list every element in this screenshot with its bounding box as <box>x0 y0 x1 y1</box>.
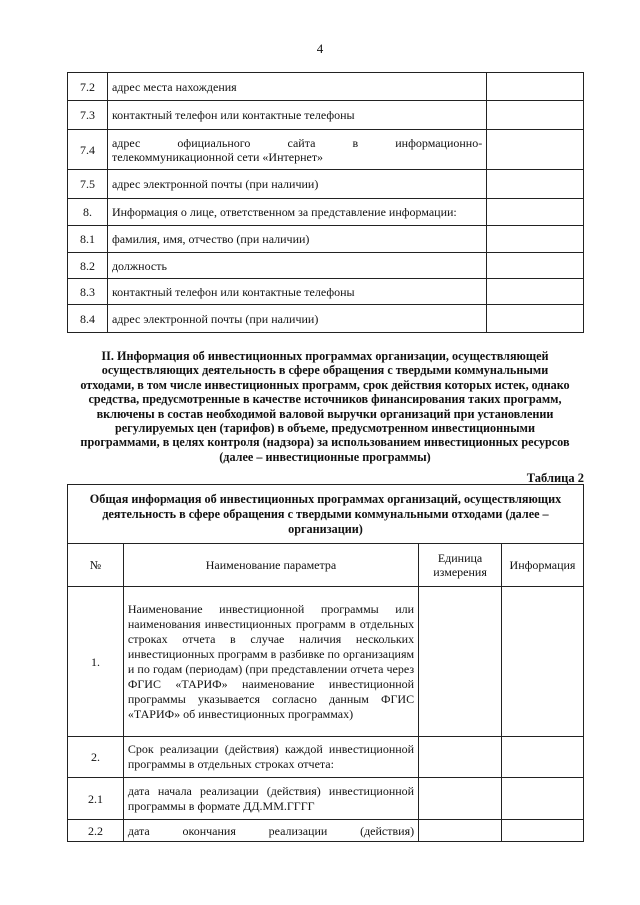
row-info <box>502 737 584 778</box>
header-info: Информация <box>502 544 584 587</box>
row-number: 1. <box>68 587 124 737</box>
row-parameter: контактный телефон или контактные телефоны <box>107 101 486 130</box>
row-number: 8.2 <box>68 253 108 279</box>
contact-info-table <box>67 72 584 333</box>
row-number: 8.1 <box>68 226 108 253</box>
row-info <box>487 130 584 170</box>
row-unit <box>419 820 502 842</box>
row-parameter-line: телекоммуникационной сети «Интернет» <box>111 149 324 164</box>
table-row <box>68 253 584 279</box>
row-number: 8.4 <box>68 305 108 333</box>
row-info <box>502 820 584 842</box>
table-row <box>68 737 584 778</box>
table-header-row <box>68 544 584 587</box>
table-row <box>68 170 584 199</box>
row-unit <box>419 587 502 737</box>
table-row <box>68 101 584 130</box>
table-row <box>68 279 584 305</box>
table-caption: Таблица 2 <box>526 471 584 485</box>
investment-programs-table <box>67 484 584 842</box>
row-info <box>487 279 584 305</box>
table-row <box>68 130 584 170</box>
row-number: 2.1 <box>68 778 124 820</box>
header-unit: Единица измерения <box>419 544 502 587</box>
table-row <box>68 199 584 226</box>
table-row <box>68 226 584 253</box>
row-number: 7.3 <box>68 101 108 130</box>
row-parameter: дата начала реализации (действия) инвестиционной программы в формате ДД.ММ.ГГГГ <box>123 778 418 820</box>
row-parameter: адрес электронной почты (при наличии) <box>107 305 486 333</box>
row-parameter: должность <box>107 253 486 279</box>
header-num: № <box>68 544 124 587</box>
row-parameter: контактный телефон или контактные телефоны <box>107 279 486 305</box>
row-unit <box>419 737 502 778</box>
page-number: 4 <box>316 41 324 56</box>
row-info <box>502 778 584 820</box>
table-row <box>68 778 584 820</box>
row-number: 7.4 <box>68 130 108 170</box>
row-info <box>502 587 584 737</box>
table-row <box>68 587 584 737</box>
row-unit <box>419 778 502 820</box>
row-info <box>487 305 584 333</box>
table-row <box>68 820 584 842</box>
row-parameter: Информация о лице, ответственном за представление информации: <box>107 199 486 226</box>
header-parameter: Наименование параметра <box>123 544 418 587</box>
row-parameter: Срок реализации (действия) каждой инвестиционной программы в отдельных строках отчета: <box>123 737 418 778</box>
row-number: 7.2 <box>68 73 108 101</box>
row-number: 8. <box>68 199 108 226</box>
table-title-row <box>68 485 584 544</box>
section-heading: II. Информация об инвестиционных программах организации, осуществляющей осуществляющих деятельность в сфере обращения с твердыми коммунальными отходами, в том числе инвестиционных программ, срок действия которых истек, однако средства, предусмотренные в качестве источников финансирования таких программ, включены в состав необходимой валовой выручки организаций при установлении регулируемых цен (тарифов) в объеме, предусмотренном инвестиционными программами, в целях контроля (надзора) за использованием инвестиционных ресурсов (далее – инвестиционные программы) <box>80 349 570 464</box>
row-number: 7.5 <box>68 170 108 199</box>
row-info <box>487 101 584 130</box>
row-parameter: фамилия, имя, отчество (при наличии) <box>107 226 486 253</box>
row-info <box>487 170 584 199</box>
row-number: 2.2 <box>68 820 124 842</box>
table-title: Общая информация об инвестиционных программах организаций, осуществляющих деятельность в сфере обращения с твердыми коммунальными отходами (далее – организации) <box>68 485 584 544</box>
row-number: 8.3 <box>68 279 108 305</box>
row-info <box>487 199 584 226</box>
row-info <box>487 73 584 101</box>
row-info <box>487 253 584 279</box>
row-parameter <box>107 130 486 170</box>
row-number: 2. <box>68 737 124 778</box>
row-parameter: адрес места нахождения <box>107 73 486 101</box>
table-row <box>68 305 584 333</box>
row-info <box>487 226 584 253</box>
row-parameter: адрес электронной почты (при наличии) <box>107 170 486 199</box>
row-parameter: Наименование инвестиционной программы или наименования инвестиционных программ в отдельных строках отчета в случае наличия нескольких инвестиционных программ в разбивке по организациям и по годам (периодам) (при представлении отчета через ФГИС «ТАРИФ» наименование инвестиционной программы указывается согласно данным ФГИС «ТАРИФ» об инвестиционных программах) <box>123 587 418 737</box>
row-parameter: дата окончания реализации (действия) <box>123 820 418 842</box>
row-parameter-line: адрес официального сайта в информационно- <box>111 135 483 150</box>
table-row <box>68 73 584 101</box>
